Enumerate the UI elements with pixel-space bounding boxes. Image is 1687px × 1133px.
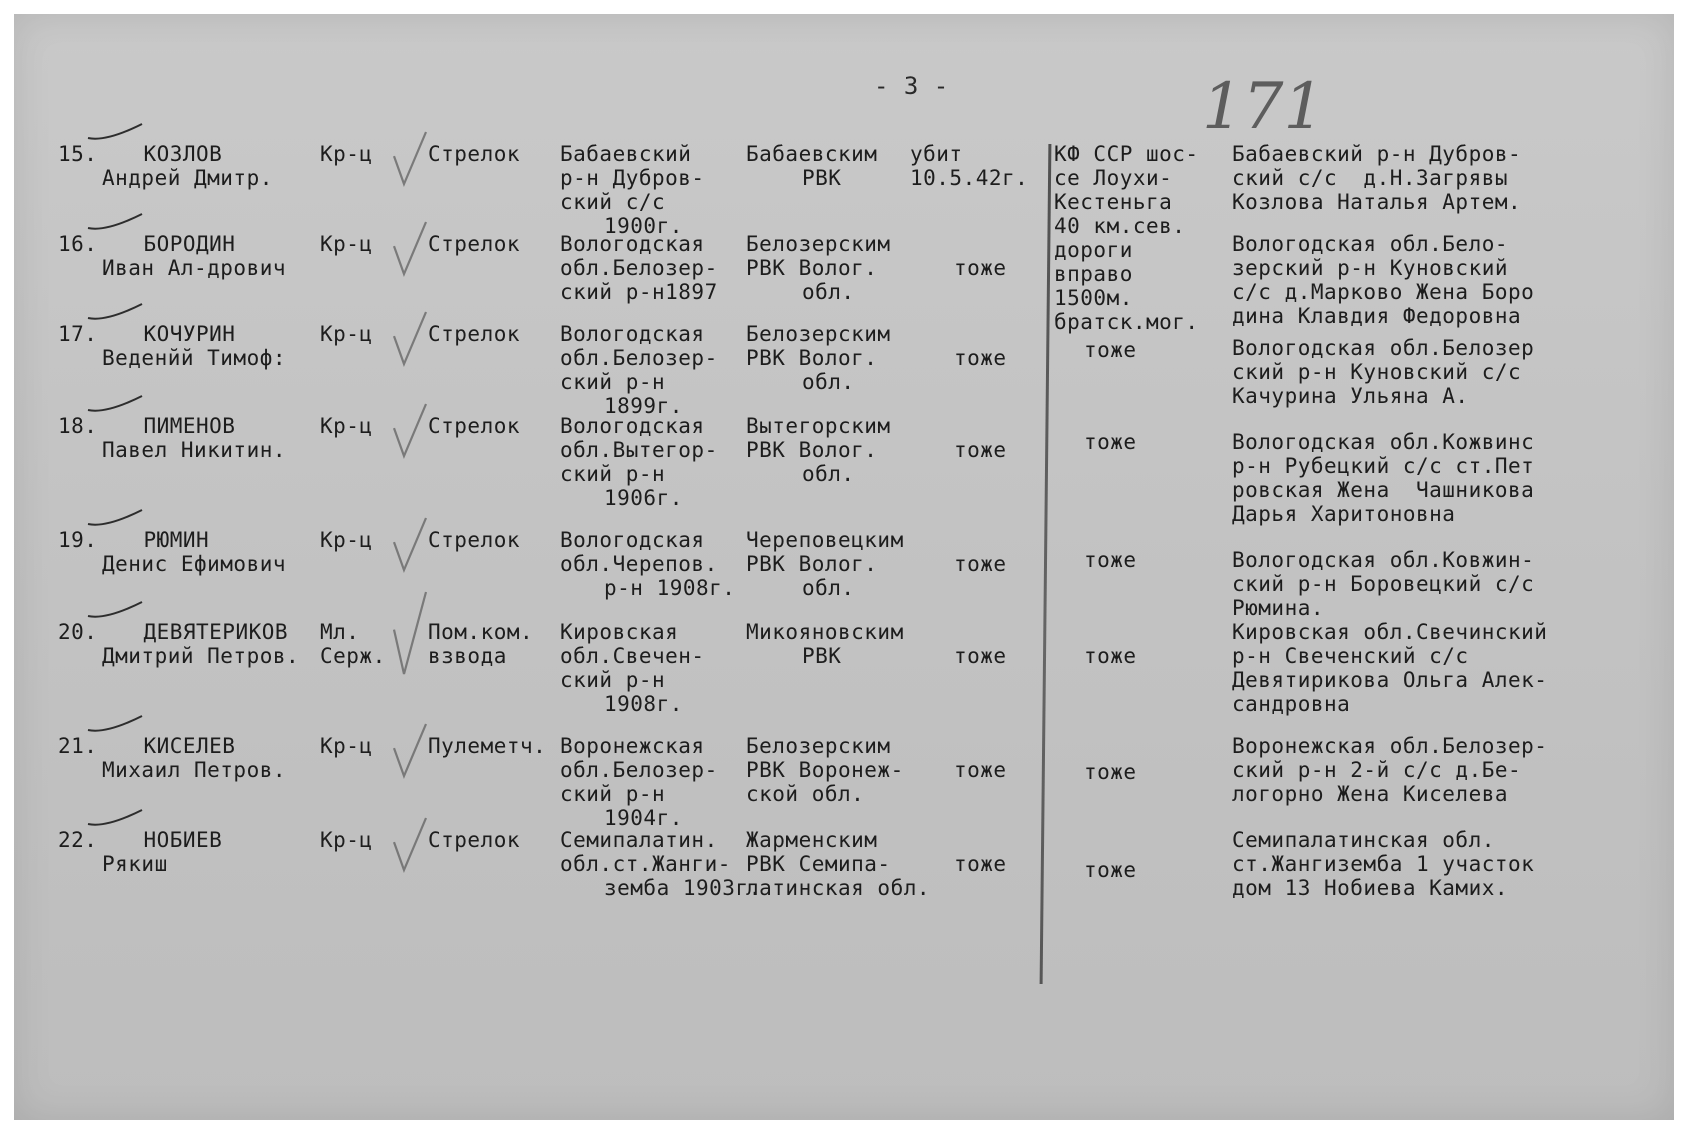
record-kin: Воронежская обл.Белозер- ский р-н 2-й с/с д.Бе- логорно Жена Киселева [1232, 734, 1548, 806]
record-kin: Вологодская обл.Белозер ский р-н Куновский с/с Качурина Ульяна А. [1232, 336, 1535, 408]
record-name [58, 828, 222, 876]
check-mark-icon [390, 590, 430, 680]
record-given-name: Иван Ал-дрович [102, 256, 287, 280]
annotation-text: 171 [1202, 70, 1325, 144]
record-name [58, 528, 286, 576]
record-fate: тоже [954, 552, 1007, 576]
record-kin: Вологодская обл.Бело- зерский р-н Куновский с/с д.Марково Жена Боро дина Клавдия Федоровна [1232, 232, 1535, 328]
record-birth: Вологодская обл.Белозер- ский р-н1897 [560, 232, 718, 304]
record-burial: тоже [1084, 430, 1137, 454]
record-number: 17. [58, 322, 98, 346]
record-burial: тоже [1084, 548, 1137, 572]
margin-tick-icon [86, 300, 146, 324]
margin-tick-icon [86, 806, 146, 830]
page-number: - 3 - [874, 72, 949, 100]
check-mark-icon [390, 310, 430, 370]
record-rvk: Белозерским РВК Воронеж- ской обл. [746, 734, 904, 806]
record-surname: РЮМИН [143, 528, 210, 552]
check-mark-icon [390, 220, 430, 280]
record-burial: тоже [1084, 858, 1137, 882]
record-fate: тоже [954, 644, 1007, 668]
record-fate: тоже [954, 256, 1007, 280]
record-role: Стрелок [428, 528, 521, 552]
record-name [58, 232, 286, 280]
record-surname: КОЗЛОВ [143, 142, 223, 166]
margin-tick-icon [86, 598, 146, 622]
record-number: 22. [58, 828, 98, 852]
record-name [58, 414, 286, 462]
record-burial: КФ ССР шос- се Лоухи- Кестеньга 40 км.сев. дороги вправо 1500м. братск.мог. [1054, 142, 1199, 334]
record-rank: Кр-ц [320, 528, 373, 552]
record-fate: тоже [954, 438, 1007, 462]
record-kin: Вологодская обл.Ковжин- ский р-н Боровецкий с/с Рюмина. [1232, 548, 1535, 620]
record-given-name: Дмитрий Петров. [102, 644, 300, 668]
margin-tick-icon [86, 506, 146, 530]
record-name [58, 142, 273, 190]
record-rvk: Жарменским РВК Семипа- латинская обл. [746, 828, 931, 900]
record-birth: Воронежская обл.Белозер- ский р-н 1904г. [560, 734, 718, 830]
record-row [14, 620, 1674, 730]
record-number: 20. [58, 620, 98, 644]
record-kin: Бабаевский р-н Дубров- ский с/с д.Н.Загрявы Козлова Наталья Артем. [1232, 142, 1522, 214]
record-birth: Семипалатин. обл.ст.Жанги- земба 1903г. [560, 828, 762, 900]
handwritten-annotation [1202, 66, 1325, 146]
record-surname: КОЧУРИН [143, 322, 236, 346]
record-role: Стрелок [428, 828, 521, 852]
record-given-name: Веденйй Тимоф: [102, 346, 287, 370]
record-role: Стрелок [428, 142, 521, 166]
record-kin: Семипалатинская обл. ст.Жангиземба 1 участок дом 13 Нобиева Камих. [1232, 828, 1535, 900]
record-role: Пом.ком. взвода [428, 620, 534, 668]
record-given-name: Денис Ефимович [102, 552, 287, 576]
record-fate: убит 10.5.42г. [910, 142, 1029, 190]
record-number: 18. [58, 414, 98, 438]
record-rank: Кр-ц [320, 142, 373, 166]
record-burial: тоже [1084, 644, 1137, 668]
record-birth: Бабаевский р-н Дубров- ский с/с 1900г. [560, 142, 705, 238]
record-name [58, 620, 299, 668]
record-rvk: Микояновским РВК [746, 620, 904, 668]
margin-tick-icon [86, 210, 146, 234]
record-rvk: Череповецким РВК Волог. обл. [746, 528, 904, 600]
record-number: 19. [58, 528, 98, 552]
record-role: Стрелок [428, 232, 521, 256]
margin-tick-icon [86, 392, 146, 416]
record-given-name: Рякиш [102, 852, 168, 876]
record-name [58, 322, 286, 370]
record-rvk: Бабаевским РВК [746, 142, 878, 190]
record-rank: Кр-ц [320, 828, 373, 852]
record-number: 16. [58, 232, 98, 256]
margin-tick-icon [86, 120, 146, 144]
check-mark-icon [390, 516, 430, 576]
check-mark-icon [390, 816, 430, 876]
record-name [58, 734, 286, 782]
check-mark-icon [390, 130, 430, 190]
record-surname: ДЕВЯТЕРИКОВ [143, 620, 289, 644]
record-burial: тоже [1084, 760, 1137, 784]
record-rank: Мл. Серж. [320, 620, 386, 668]
check-mark-icon [390, 402, 430, 462]
record-rank: Кр-ц [320, 414, 373, 438]
record-row [14, 414, 1674, 524]
record-burial: тоже [1084, 338, 1137, 362]
record-kin: Вологодская обл.Кожвинс р-н Рубецкий с/с ст.Пет ровская Жена Чашникова Дарья Харитоновна [1232, 430, 1535, 526]
record-rvk: Белозерским РВК Волог. обл. [746, 322, 891, 394]
record-surname: БОРОДИН [143, 232, 236, 256]
record-birth: Вологодская обл.Вытегор- ский р-н 1906г. [560, 414, 718, 510]
record-role: Стрелок [428, 322, 521, 346]
record-surname: КИСЕЛЕВ [143, 734, 236, 758]
record-number: 21. [58, 734, 98, 758]
document-sheet [14, 14, 1674, 1120]
record-given-name: Павел Никитин. [102, 438, 287, 462]
record-birth: Кировская обл.Свечен- ский р-н 1908г. [560, 620, 705, 716]
check-mark-icon [390, 722, 430, 782]
record-role: Пулеметч. [428, 734, 547, 758]
record-given-name: Михаил Петров. [102, 758, 287, 782]
record-rank: Кр-ц [320, 734, 373, 758]
record-birth: Вологодская обл.Белозер- ский р-н 1899г. [560, 322, 718, 418]
record-birth: Вологодская обл.Черепов. р-н 1908г. [560, 528, 736, 600]
record-fate: тоже [954, 758, 1007, 782]
record-row [14, 828, 1674, 938]
record-kin: Кировская обл.Свечинский р-н Свеченский с/с Девятирикова Ольга Алек- сандровна [1232, 620, 1548, 716]
record-role: Стрелок [428, 414, 521, 438]
record-rvk: Белозерским РВК Волог. обл. [746, 232, 891, 304]
record-fate: тоже [954, 852, 1007, 876]
record-rvk: Вытегорским РВК Волог. обл. [746, 414, 891, 486]
margin-tick-icon [86, 712, 146, 736]
record-number: 15. [58, 142, 98, 166]
record-surname: НОБИЕВ [143, 828, 223, 852]
record-given-name: Андрей Дмитр. [102, 166, 273, 190]
record-rank: Кр-ц [320, 322, 373, 346]
record-fate: тоже [954, 346, 1007, 370]
record-surname: ПИМЕНОВ [143, 414, 236, 438]
record-rank: Кр-ц [320, 232, 373, 256]
